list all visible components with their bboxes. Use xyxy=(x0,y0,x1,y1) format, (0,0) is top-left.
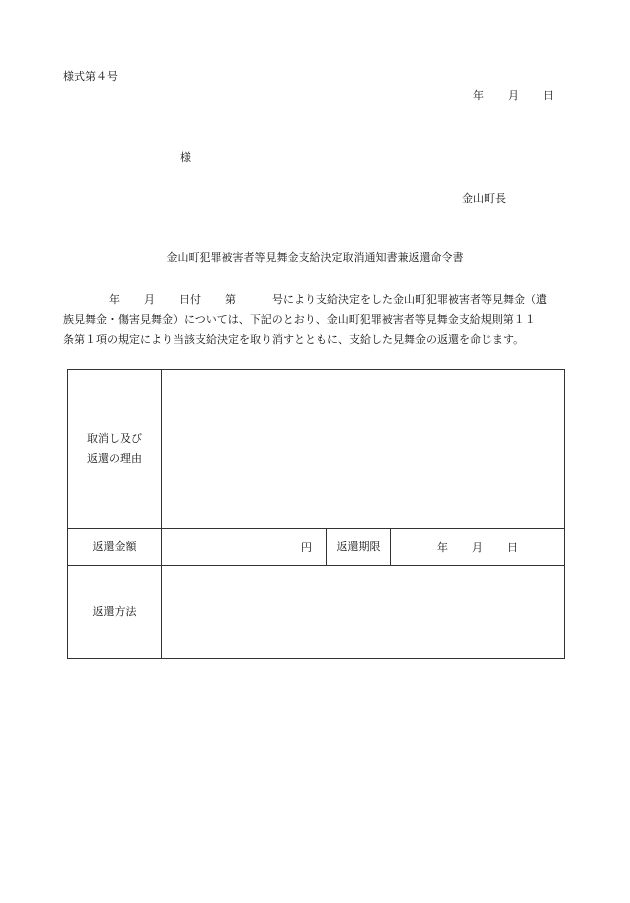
method-row xyxy=(68,566,565,659)
body-month: 月 xyxy=(144,293,155,306)
body-line-1-text: 号により支給決定をした金山町犯罪被害者等見舞金（遺 xyxy=(272,293,547,306)
method-field[interactable] xyxy=(162,566,565,659)
body-line-1 xyxy=(63,290,568,310)
reason-label xyxy=(68,370,162,529)
issue-date-year: 年 xyxy=(473,89,484,102)
recipient-suffix: 様 xyxy=(180,151,191,164)
issuer-name: 金山町長 xyxy=(462,192,506,205)
body-line-3: 条第１項の規定により当該支給決定を取り消すとともに、支給した見舞金の返還を命じます。 xyxy=(63,333,525,346)
due-date-field[interactable] xyxy=(391,529,565,566)
issue-date-day: 日 xyxy=(543,89,554,102)
reason-label-line-2: 返還の理由 xyxy=(87,452,142,465)
due-label: 返還期限 xyxy=(327,529,391,566)
body-paragraph xyxy=(63,290,568,350)
detail-table xyxy=(67,369,565,659)
due-month: 月 xyxy=(472,541,483,554)
due-day: 日 xyxy=(507,541,518,554)
reason-row xyxy=(68,370,565,529)
reason-label-line-1: 取消し及び xyxy=(87,432,142,445)
body-line-2: 族見舞金・傷害見舞金）については、下記のとおり、金山町犯罪被害者等見舞金支給規則第１１ xyxy=(63,313,536,326)
amount-unit: 円 xyxy=(301,541,312,554)
body-day-dated: 日付 xyxy=(179,293,201,306)
amount-field[interactable] xyxy=(162,529,327,566)
body-number-prefix: 第 xyxy=(225,293,236,306)
document-title: 金山町犯罪被害者等見舞金支給決定取消通知書兼返還命令書 xyxy=(166,251,464,264)
amount-row xyxy=(68,529,565,566)
body-year: 年 xyxy=(109,293,120,306)
reason-field[interactable] xyxy=(162,370,565,529)
issue-date-month: 月 xyxy=(508,89,519,102)
issue-date xyxy=(473,87,554,103)
form-number: 様式第４号 xyxy=(63,70,118,83)
amount-label: 返還金額 xyxy=(68,529,162,566)
due-year: 年 xyxy=(437,541,448,554)
method-label: 返還方法 xyxy=(68,566,162,659)
